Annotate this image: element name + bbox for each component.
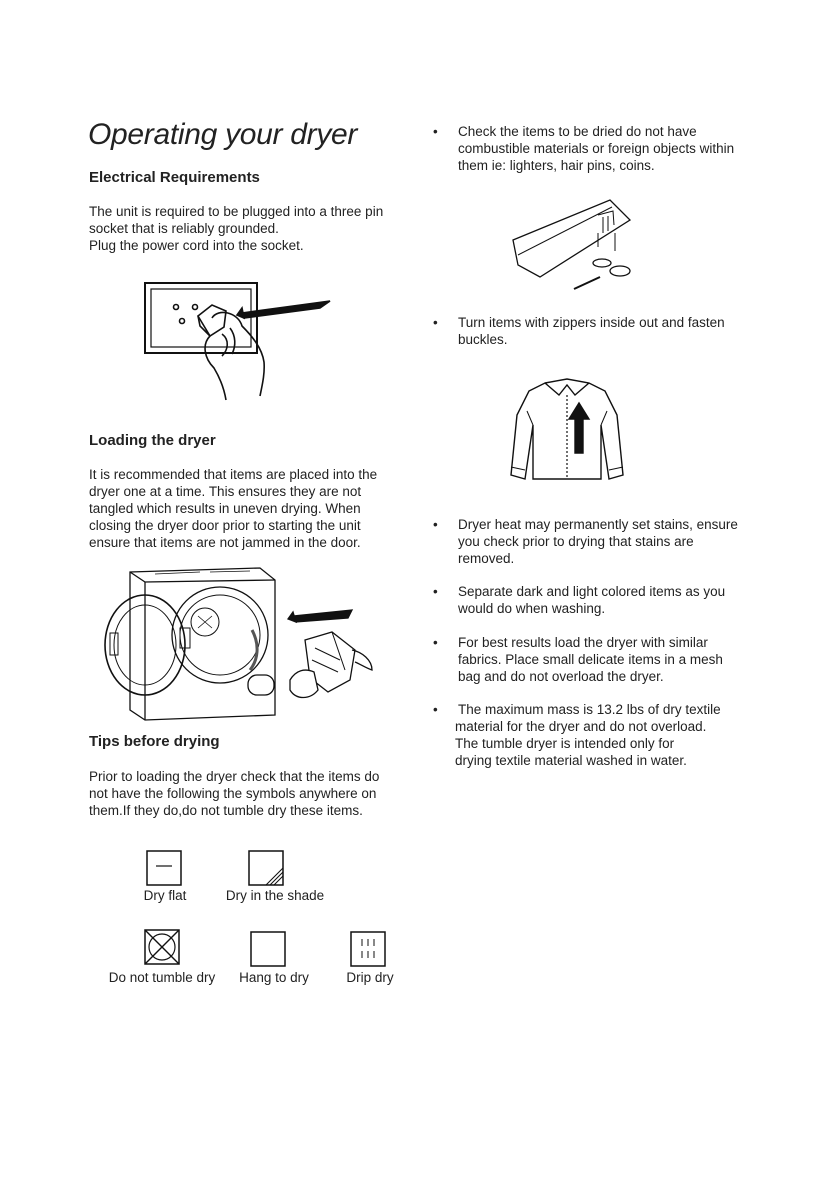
bullet-line: drying textile material washed in water. xyxy=(455,753,687,768)
electrical-line: socket that is reliably grounded. xyxy=(89,221,279,236)
electrical-line: The unit is required to be plugged into a three pin xyxy=(89,204,384,219)
loading-line: It is recommended that items are placed into the xyxy=(89,467,378,482)
bullet-line: Turn items with zippers inside out and fasten xyxy=(458,315,725,330)
bullet-line: bag and do not overload the dryer. xyxy=(458,669,664,684)
bullet-line: The maximum mass is 13.2 lbs of dry textile xyxy=(458,702,721,717)
bullet-item xyxy=(433,701,783,777)
bullet-item xyxy=(433,123,783,183)
bullet-line: removed. xyxy=(458,551,515,566)
electrical-line: Plug the power cord into the socket. xyxy=(89,238,304,253)
dryer-loading-illustration xyxy=(100,560,380,725)
dry-flat-icon xyxy=(146,850,182,886)
bullet-dot: • xyxy=(433,517,438,532)
tips-line: them.If they do,do not tumble dry these items. xyxy=(89,803,363,818)
hang-to-dry-icon xyxy=(250,931,286,967)
symbol-label-dry-in-shade: Dry in the shade xyxy=(225,888,325,903)
bullet-item xyxy=(433,634,783,694)
page-title: Operating your dryer xyxy=(88,118,358,151)
pocket-objects-illustration xyxy=(510,195,640,295)
loading-heading: Loading the dryer xyxy=(89,432,216,449)
coin-icon xyxy=(610,266,630,276)
tips-line: Prior to loading the dryer check that the items do xyxy=(89,769,380,784)
bullet-dot: • xyxy=(433,635,438,650)
tips-heading: Tips before drying xyxy=(89,733,220,750)
loading-line: dryer one at a time. This ensures they are not xyxy=(89,484,362,499)
arrow-icon xyxy=(293,610,352,622)
plug-socket-illustration xyxy=(140,278,340,408)
plug-head xyxy=(198,305,226,336)
bullet-line: Check the items to be dried do not have xyxy=(458,124,697,139)
bullet-line: them ie: lighters, hair pins, coins. xyxy=(458,158,655,173)
loading-line: closing the dryer door prior to starting the unit xyxy=(89,518,361,533)
bullet-line: The tumble dryer is intended only for xyxy=(455,736,675,751)
do-not-tumble-dry-icon xyxy=(144,929,180,965)
loading-body xyxy=(89,466,419,551)
tips-body xyxy=(89,768,419,819)
bullet-line: buckles. xyxy=(458,332,508,347)
symbol-label-do-not-tumble-dry: Do not tumble dry xyxy=(108,970,216,985)
tips-line: not have the following the symbols anywhere on xyxy=(89,786,377,801)
symbol-label-dry-flat: Dry flat xyxy=(143,888,187,903)
dryer-vent xyxy=(248,675,274,695)
bullet-dot: • xyxy=(433,315,438,330)
electrical-body xyxy=(89,203,419,254)
shirt-zipper-illustration xyxy=(505,375,630,487)
bullet-dot: • xyxy=(433,124,438,139)
bullet-line: material for the dryer and do not overload. xyxy=(455,719,707,734)
bullet-line: fabrics. Place small delicate items in a mesh xyxy=(458,652,723,667)
symbol-label-drip-dry: Drip dry xyxy=(346,970,394,985)
bullet-dot: • xyxy=(433,702,438,717)
hairpin-icon xyxy=(574,277,600,289)
bullet-line: combustible materials or foreign objects within xyxy=(458,141,735,156)
hand-outline xyxy=(290,670,318,697)
bullet-line: Separate dark and light colored items as you xyxy=(458,584,726,599)
symbol-label-hang-to-dry: Hang to dry xyxy=(239,970,309,985)
bullet-dot: • xyxy=(433,584,438,599)
bullet-line: you check prior to drying that stains are xyxy=(458,534,694,549)
bullet-line: For best results load the dryer with similar xyxy=(458,635,708,650)
bullet-item xyxy=(433,583,783,623)
arrow-icon xyxy=(242,301,330,318)
dry-in-shade-icon xyxy=(248,850,284,886)
bullet-item xyxy=(433,314,783,354)
coin-icon xyxy=(593,259,611,267)
loading-line: tangled which results in uneven drying. When xyxy=(89,501,361,516)
bullet-item xyxy=(433,516,783,576)
bullet-line: would do when washing. xyxy=(458,601,606,616)
loading-line: ensure that items are not jammed in the door. xyxy=(89,535,361,550)
bullet-line: Dryer heat may permanently set stains, ensure xyxy=(458,517,738,532)
drip-dry-icon xyxy=(350,931,386,967)
electrical-heading: Electrical Requirements xyxy=(89,169,260,186)
